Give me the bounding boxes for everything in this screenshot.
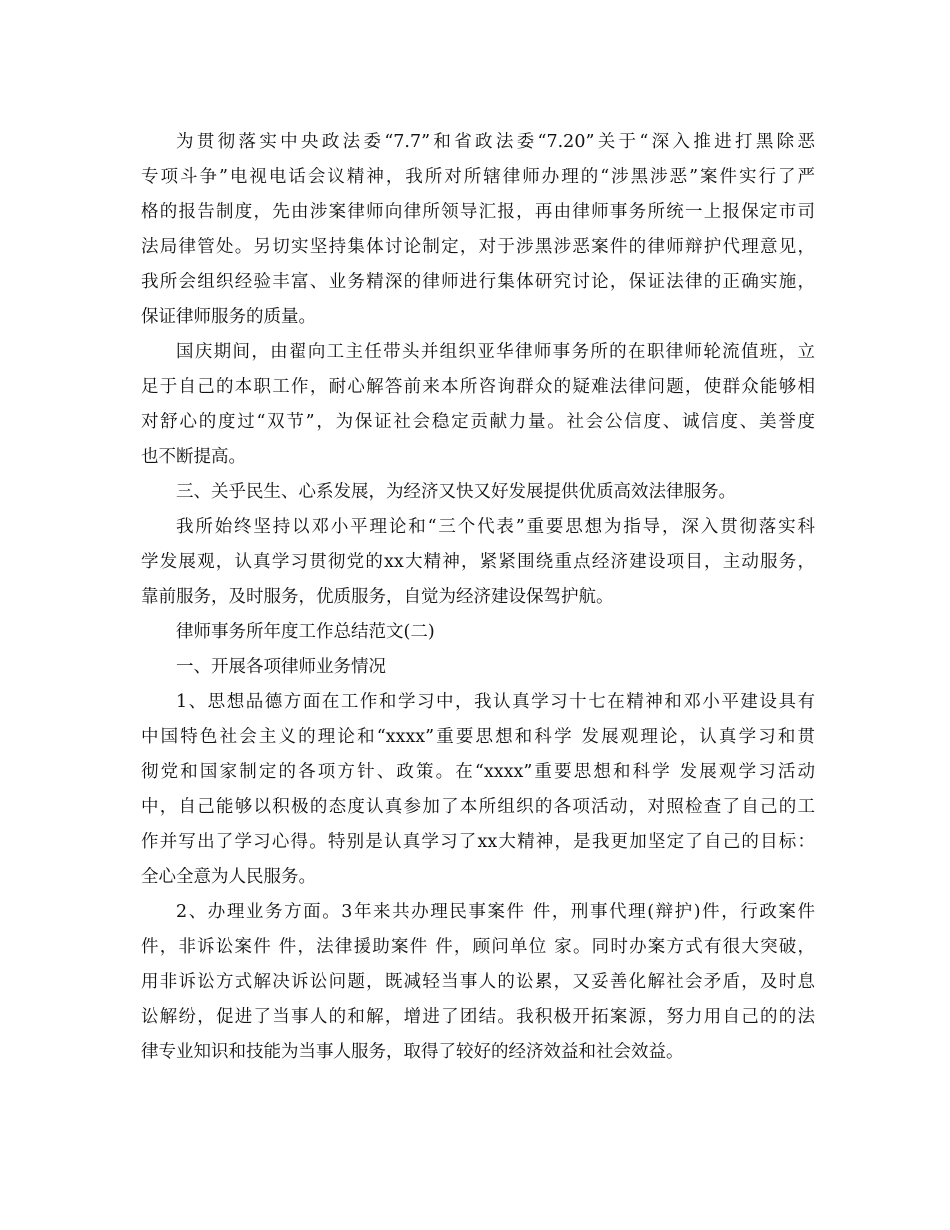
- text-line: 我所会组织经验丰富、业务精深的律师进行集体研究讨论，保证法律的正确实施，: [141, 272, 815, 292]
- text-line: 中，自己能够以积极的态度认真参加了本所组织的各项活动，对照检查了自己的工: [141, 797, 815, 817]
- document-body: [141, 125, 815, 1070]
- text-line: 讼解纷，促进了当事人的和解，增进了团结。我积极开拓案源，努力用自己的的法: [141, 1007, 815, 1027]
- text-line: 律专业知识和技能为当事人服务，取得了较好的经济效益和社会效益。: [141, 1042, 684, 1062]
- text-line: 国庆期间，由翟向工主任带头并组织亚华律师事务所的在职律师轮流值班，立: [176, 342, 815, 362]
- text-line: 专项斗争”电视电话会议精神，我所对所辖律师办理的“涉黑涉恶”案件实行了严: [141, 167, 815, 187]
- text-line: 一、开展各项律师业务情况: [176, 657, 386, 677]
- text-line: 彻党和国家制定的各项方针、政策。在“xxxx”重要思想和科学 发展观学习活动: [141, 762, 815, 782]
- text-line: 足于自己的本职工作，耐心解答前来本所咨询群众的疑难法律问题，使群众能够相: [141, 377, 815, 397]
- text-line: 三、关乎民生、心系发展，为经济又快又好发展提供优质高效法律服务。: [176, 482, 736, 502]
- text-line: 作并写出了学习心得。特别是认真学习了xx大精神，是我更加坚定了自己的目标：: [141, 832, 815, 852]
- text-line: 法局律管处。另切实坚持集体讨论制定，对于涉黑涉恶案件的律师辩护代理意见，: [141, 237, 815, 257]
- text-line: 也不断提高。: [141, 447, 246, 467]
- text-line: 保证律师服务的质量。: [141, 307, 316, 327]
- text-line: 件，非诉讼案件 件，法律援助案件 件，顾问单位 家。同时办案方式有很大突破，: [141, 937, 815, 957]
- text-line: 1、思想品德方面在工作和学习中，我认真学习十七在精神和邓小平建设具有: [176, 692, 815, 712]
- text-line: 律师事务所年度工作总结范文(二): [176, 622, 435, 642]
- text-line: 对舒心的度过“双节”，为保证社会稳定贡献力量。社会公信度、诚信度、美誉度: [141, 412, 815, 432]
- text-line: 中国特色社会主义的理论和“xxxx”重要思想和科学 发展观理论，认真学习和贯: [141, 727, 815, 747]
- text-line: 2、办理业务方面。3年来共办理民事案件 件，刑事代理(辩护)件，行政案件: [176, 902, 815, 922]
- text-line: 格的报告制度，先由涉案律师向律所领导汇报，再由律师事务所统一上报保定市司: [141, 202, 815, 222]
- text-line: 全心全意为人民服务。: [141, 867, 316, 887]
- text-line: 我所始终坚持以邓小平理论和“三个代表”重要思想为指导，深入贯彻落实科: [176, 517, 815, 537]
- text-line: 为贯彻落实中央政法委“7.7”和省政法委“7.20”关于“深入推进打黑除恶: [176, 132, 815, 152]
- text-line: 学发展观，认真学习贯彻党的xx大精神，紧紧围绕重点经济建设项目，主动服务，: [141, 552, 815, 572]
- text-line: 靠前服务，及时服务，优质服务，自觉为经济建设保驾护航。: [141, 587, 614, 607]
- text-line: 用非诉讼方式解决诉讼问题，既减轻当事人的讼累，又妥善化解社会矛盾，及时息: [141, 972, 815, 992]
